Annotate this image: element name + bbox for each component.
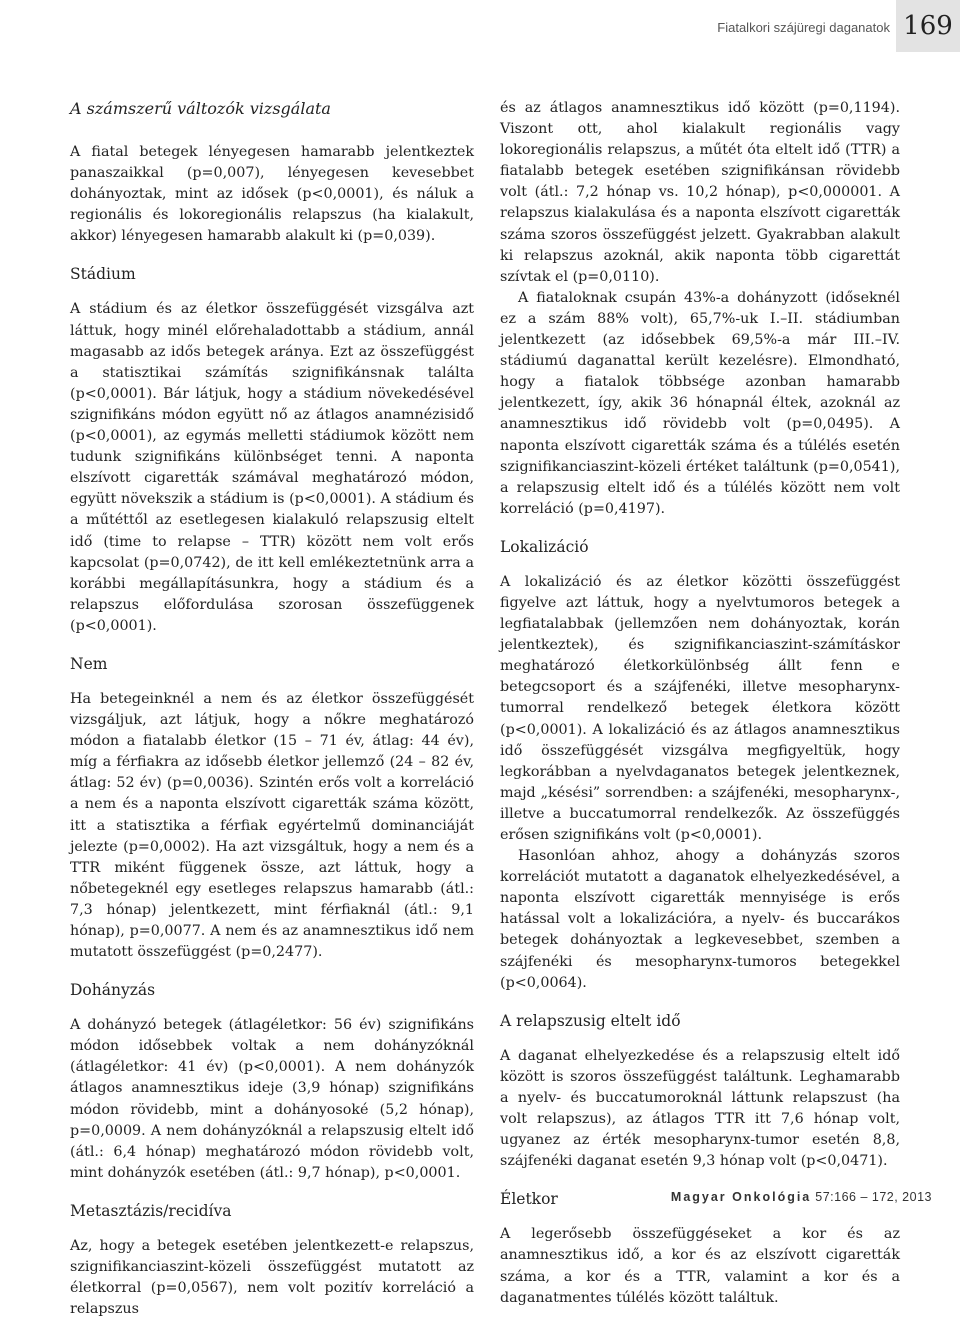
paragraph-lokalizacio: A lokalizáció és az életkor közötti összefüggést figyelve azt láttuk, hogy a nyelvtumoros betegek a legfiatalabbak (jellemzően nem dohányoztak, korán jelentkeztek), és szignifikanciaszint-számításkor meghatározó életkorkülönbség állt fenn e betegcsoport és a szájfenéki, illetve mesopharynx-tumorral rendelkező betegek életkora között (p<0,0001). A lokalizáció és az átlagos anamnesztikus idő összefüggését vizsgálva megfigyeltük, hogy legkorábban a nyelvdaganatos betegek jelentkeznek, majd „késési” sorrendben: a szájfenéki, mesopharynx-, illetve a buccatumorral rendelkezők. Az összefüggés erősen szignifikáns volt (p<0,0001). xyxy=(500,573,900,843)
page-footer xyxy=(671,1190,932,1204)
paragraph-metasztazis: Az, hogy a betegek esetében jelentkezett-e relapszus, szignifikanciaszint-közeli összefüggést mutatott az életkorral (p=0,0567), nem volt pozitív korreláció a relapszus xyxy=(70,1237,474,1318)
left-column xyxy=(70,98,474,1320)
paragraph-relapszus: A daganat elhelyezkedése és a relapszusig eltelt idő között is szoros összefüggést találtunk. Leghamarabb a nyelv- és buccatumoroknál láttunk relapszust (ha volt relapszus), az átlagos TTR itt 7,6 hónap volt, ugyanez az érték mesopharynx-tumor esetén 8,8, szájfenéki daganat esetén 9,3 hónap volt (p<0,0471). xyxy=(500,1047,900,1170)
paragraph-eletkor: A legerősebb összefüggéseket a kor és az anamnesztikus idő, a kor és az elszívott cigaretták száma, a kor és a TTR, valamint a kor és a daganatmentes túlélés között találtuk. xyxy=(500,1226,900,1306)
running-title: Fiatalkori szájüregi daganatok xyxy=(717,20,890,35)
heading-szamszeru: A számszerű változók vizsgálata xyxy=(70,99,331,118)
heading-stadium: Stádium xyxy=(70,265,136,284)
heading-eletkor: Életkor xyxy=(500,1190,558,1209)
page-number: 169 xyxy=(896,0,960,52)
paragraph-fiatalok: A fiataloknak csupán 43%-a dohányzott (időseknél ez a szám 88% volt), 65,7%-uk I.–II. stádiumban jelentkezett (az idősebbek 69,5%-a már III.–IV. stádiumú daganattal került kezelésre). Elmondható, hogy a fiatalok többsége azonban hamarabb jelentkezett, így, akik 36 hónapnál éltek, azoknál az anamnesztikus idő rövidebb volt (p=0,0495). A naponta elszívott cigaretták száma és a túlélés esetén szignifikanciaszint-közeli értéket találtunk (p=0,0541), a relapszusig eltelt idő és a túlélés között nem volt korreláció (p=0,4197). xyxy=(500,289,900,517)
heading-dohanyzas: Dohányzás xyxy=(70,981,156,1000)
paragraph-nem: Ha betegeinknél a nem és az életkor összefüggését vizsgáljuk, azt látjuk, hogy a nőkre meghatározó módon a fiatalabb életkor (15 – 71 év, átlag: 44 év), míg a férfiakra az idősebb életkor jellemző (24 – 82 év, átlag: 52 év) (p=0,0036). Szintén erős volt a korreláció a nem és a naponta elszívott cigaretták száma között, itt a statisztika a férfiak egyértelmű dominanciáját jelezte (p=0,0002). Ha azt vizsgáltuk, hogy a nem és a TTR miként függenek össze, azt láttuk, hogy a nőbetegeknél egy esetleges relapszus hamarabb (átl.: 7,3 hónap) jelentkezett, mint férfiaknál (átl.: 9,1 hónap), p=0,0077. A nem és az anamnesztikus idő nem mutatott összefüggést (p=0,2477). xyxy=(70,690,474,961)
heading-relapszus: A relapszusig eltelt idő xyxy=(500,1011,681,1030)
paragraph-hasonloan: Hasonlóan ahhoz, ahogy a dohányzás szoros korrelációt mutatott a daganatok elhelyezkedésével, a naponta elszívott cigaretták mennyisége is erős hatással volt a lokalizációra, a nyelv- és buccarákos betegek dohányoztak a legkevesebbet, szemben a szájfenéki és mesopharynx-tumoros betegekkel (p<0,0064). xyxy=(500,848,900,991)
heading-metasztazis: Metasztázis/recidíva xyxy=(70,1201,232,1220)
journal-name: Magyar Onkológia xyxy=(670,1190,812,1204)
heading-lokalizacio: Lokalizáció xyxy=(500,537,589,556)
page-header xyxy=(0,0,960,56)
paragraph-dohanyzas: A dohányzó betegek (átlagéletkor: 56 év) szignifikáns módon idősebbek voltak a nem dohányzóknál (átlagéletkor: 41 év) (p<0,0001). A nem dohányzók átlagos anamnesztikus ideje (3,9 hónap) szignifikáns módon rövidebb, mint a dohányosoké (5,2 hónap), p=0,0009. A nem dohányzóknál a relapszusig eltelt idő (átl.: 6,4 hónap) meghatározó módon rövidebb volt, mint dohányzók esetében (átl.: 9,7 hónap), p<0,0001. xyxy=(70,1017,474,1181)
paragraph-szamszeru: A fiatal betegek lényegesen hamarabb jelentkeztek panaszaikkal (p=0,007), lényegesen kevesebbet dohányoztak, mint az idősek (p<0,0001), és náluk a regionális és lokoregionális relapszus (ha kialakult, akkor) lényegesen hamarabb alakult ki (p=0,039). xyxy=(70,144,474,245)
paragraph-metasztazis-cont: és az átlagos anamnesztikus idő között (p=0,1194). Viszont ott, ahol kialakult regionális vagy lokoregionális relapszus, a műtét óta eltelt idő (TTR) a fiatalabb betegek esetében szignifikánsan rövidebb volt (átl.: 7,2 hónap vs. 10,2 hónap), p<0,000001. A relapszus kialakulása és a naponta elszívott cigaretták száma szoros összefüggést jelzett. Gyakrabban alakult ki relapszus azoknál, akik naponta több cigarettát szívtak el (p=0,0110). xyxy=(500,100,900,285)
right-column xyxy=(500,98,900,1309)
heading-nem: Nem xyxy=(70,654,108,673)
citation: 57:166 – 172, 2013 xyxy=(815,1190,932,1204)
paragraph-stadium: A stádium és az életkor összefüggését vizsgálva azt láttuk, hogy minél előrehaladottabb a stádium, annál magasabb az idős betegek aránya. Ezt az összefüggést a statisztikai számítás szignifikánsnak találta (p<0,0001). Bár látjuk, hogy a stádium növekedésével szignifikáns módon együtt nő az átlagos anamnézisidő (p<0,0001), az egymás melletti stádiumok között nem tudunk szignifikáns különbséget tenni. A naponta elszívott cigaretták számával meghatározó módon, együtt növekszik a stádium is (p<0,0001). A stádium és a műtéttől az esetlegesen kialakuló relapszusig eltelt idő (time to relapse – TTR) között nem volt erős kapcsolat (p=0,0742), de itt kell emlékeztetnünk arra a korábbi megállapításunkra, hogy a stádium és a relapszus előfordulása szorosan összefüggenek (p<0,0001). xyxy=(70,301,474,634)
